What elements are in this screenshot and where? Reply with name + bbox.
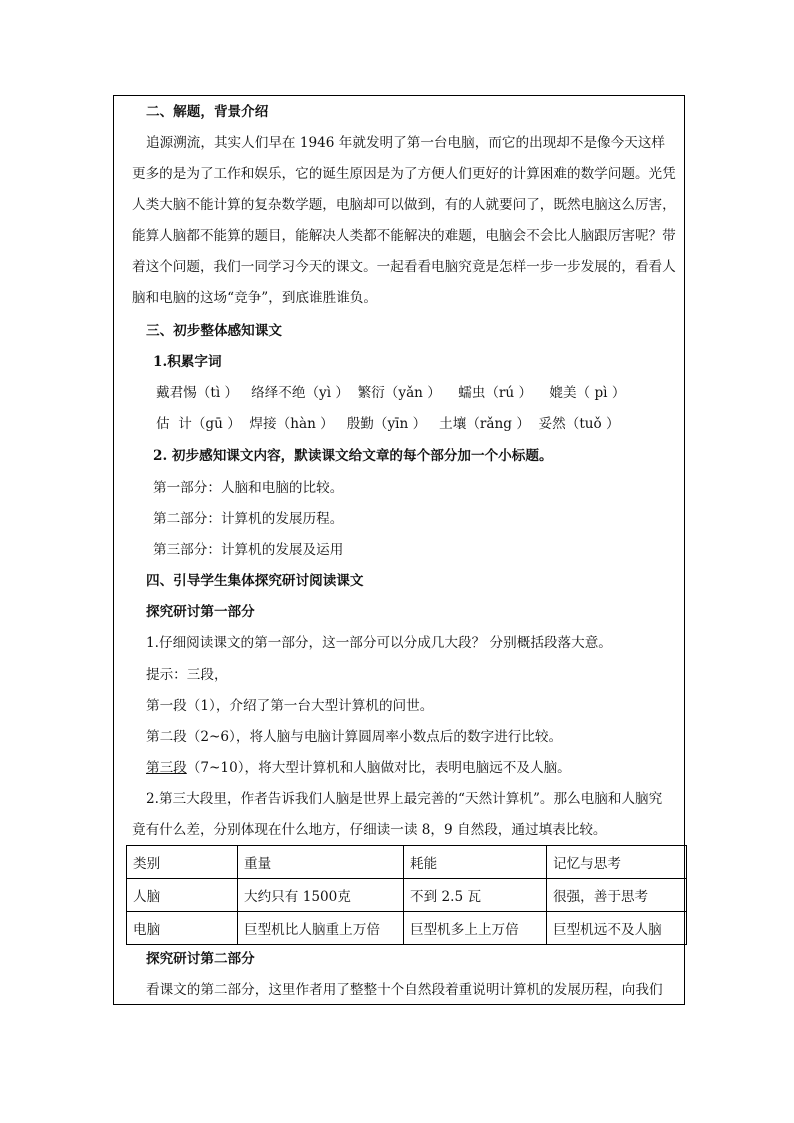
vocab-heading: 1.积累字词 xyxy=(153,354,222,370)
table-header-cell: 记忆与思考 xyxy=(547,846,687,879)
paragraph-line: 着这个问题，我们一同学习今天的课文。一起看看电脑究竟是怎样一步一步发展的，看看人 xyxy=(132,259,676,275)
paragraph-line: 人类大脑不能计算的复杂数学题，电脑却可以做到，有的人就要问了，既然电脑这么厉害， xyxy=(132,197,676,213)
part-summary: 第三部分：计算机的发展及运用 xyxy=(153,542,344,558)
table-cell: 大约只有 1500克 xyxy=(238,879,404,912)
table-cell: 人脑 xyxy=(127,879,238,912)
paragraph-line: 脑和电脑的这场“竞争”，到底谁胜谁负。 xyxy=(132,290,377,306)
table-header-cell: 类别 xyxy=(127,846,238,879)
part-summary: 第一部分：人脑和电脑的比较。 xyxy=(153,480,344,496)
section-3-heading: 三、初步整体感知课文 xyxy=(146,323,282,339)
table-header-cell: 耗能 xyxy=(404,846,547,879)
section-4-heading: 四、引导学生集体探究研讨阅读课文 xyxy=(146,573,364,589)
table-cell: 电脑 xyxy=(127,912,238,945)
paragraph-line: 能算人脑都不能算的题目，能解决人类都不能解决的难题，电脑会不会比人脑跟厉害呢？带 xyxy=(132,228,676,244)
paragraph-line: 追源溯流，其实人们早在 1946 年就发明了第一台电脑，而它的出现却不是像今天这样 xyxy=(146,135,666,151)
segment-1: 第一段（1），介绍了第一台大型计算机的问世。 xyxy=(146,698,434,714)
hint: 提示：三段， xyxy=(146,667,228,683)
vocab-line: 戴君惕（tì ） 络绎不绝（yì ） 繁衍（yǎn ） 蠕虫（rú ） 媲美（ pì ） xyxy=(156,385,626,401)
table-cell: 巨型机多上上万倍 xyxy=(404,912,547,945)
segment-3 xyxy=(146,759,571,777)
question-2-cont: 竟有什么差，分别体现在什么地方，仔细读一读 8，9 自然段，通过填表比较。 xyxy=(132,822,607,838)
table-cell: 巨型机比人脑重上万倍 xyxy=(238,912,404,945)
question-2: 2.第三大段里，作者告诉我们人脑是世界上最完善的“天然计算机”。那么电脑和人脑究 xyxy=(146,791,663,807)
table-row xyxy=(127,879,687,912)
table-cell: 巨型机远不及人脑 xyxy=(547,912,687,945)
table-header-row xyxy=(127,846,687,879)
section-2-heading: 二、解题，背景介绍 xyxy=(146,104,269,120)
segment-3-label: 第三段 xyxy=(146,760,187,776)
paragraph-line: 看课文的第二部分，这里作者用了整整十个自然段着重说明计算机的发展历程，向我们 xyxy=(146,982,663,998)
segment-3-text: （7~10），将大型计算机和人脑做对比，表明电脑远不及人脑。 xyxy=(186,760,571,776)
table-header-cell: 重量 xyxy=(238,846,404,879)
question-1: 1.仔细阅读课文的第一部分，这一部分可以分成几大段？ 分别概括段落大意。 xyxy=(146,635,612,651)
paragraph-line: 更多的是为了工作和娱乐，它的诞生原因是为了方便人们更好的计算困难的数学问题。光凭 xyxy=(132,166,676,182)
part-summary: 第二部分：计算机的发展历程。 xyxy=(153,511,344,527)
segment-2: 第二段（2~6），将人脑与电脑计算圆周率小数点后的数字进行比较。 xyxy=(146,729,563,745)
vocab-line: 估 计（gū ） 焊接（hàn ） 殷勤（yīn ） 土壤（rǎng ） 妥然（tuǒ ） xyxy=(156,416,620,432)
subsection-heading: 探究研讨第二部分 xyxy=(146,951,255,967)
table-cell: 很强，善于思考 xyxy=(547,879,687,912)
table-cell: 不到 2.5 瓦 xyxy=(404,879,547,912)
comparison-table xyxy=(126,845,687,945)
task-instruction: 2. 初步感知课文内容，默读课文给文章的每个部分加一个小标题。 xyxy=(153,448,553,464)
subsection-heading: 探究研讨第一部分 xyxy=(146,604,255,620)
table-row xyxy=(127,912,687,945)
